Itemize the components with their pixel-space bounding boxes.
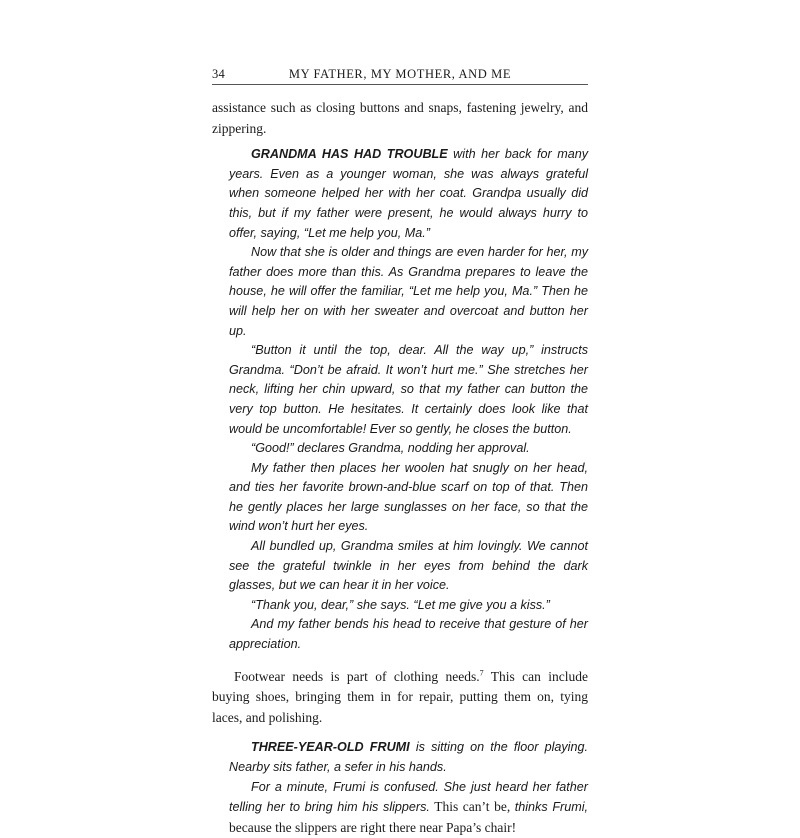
story-lead: THREE-YEAR-OLD FRUMI: [251, 740, 410, 755]
story-paragraph: [229, 778, 588, 838]
story-text-upright: This can’t be,: [429, 799, 515, 815]
running-title: MY FATHER, MY MOTHER, AND ME: [288, 67, 512, 81]
story-paragraph: All bundled up, Grandma smiles at him lovingly. We cannot see the grateful twinkle in her eyes from behind the dark glasses, but we can hear it in her voice.: [229, 539, 588, 593]
story-paragraph: “Thank you, dear,” she says. “Let me give you a kiss.”: [251, 597, 550, 612]
story-frumi: [212, 738, 588, 838]
body-paragraph: [212, 667, 588, 729]
story-paragraph: My father then places her woolen hat snugly on her head, and ties her favorite brown-and-blue scarf on top of that. Then he gently places her large sunglasses on her face, so that the wind won’t hurt her eyes.: [229, 460, 588, 534]
story-lead: GRANDMA HAS HAD TROUBLE: [251, 147, 448, 162]
story-paragraph: “Button it until the top, dear. All the way up,” instructs Grandma. “Don’t be afraid. It won’t hurt me.” She stretches her neck, lifting her chin upward, so that my father can button the very top button. He hesitates. It certainly does look like that would be uncomfortable! Ever so gently, he closes the button.: [229, 343, 588, 436]
story-grandma: [212, 145, 588, 654]
story-text: is sitting on the floor playing. Nearby sits father, a sefer in his hands.: [229, 740, 588, 774]
story-paragraph: And my father bends his head to receive that gesture of her appreciation.: [229, 617, 588, 652]
story-text: thinks Frumi,: [514, 800, 588, 815]
page-number: 34: [212, 67, 225, 81]
body-paragraph: assistance such as closing buttons and snaps, fastening jewelry, and zippering.: [212, 100, 588, 136]
story-text-upright: because the slippers are right there near Papa’s chair!: [229, 819, 517, 835]
story-paragraph: Now that she is older and things are even harder for her, my father does more than this. As Grandma prepares to leave the house, he will offer the familiar, “Let me help you, Ma.” Then he will help her on with her sweater and overcoat and button her up.: [229, 245, 588, 338]
story-paragraph: “Good!” declares Grandma, nodding her approval.: [251, 441, 530, 456]
page-body: [212, 98, 588, 838]
story-text: with her back for many years. Even as a younger woman, she was always grateful when someone helped her with her coat. Grandpa usually did this, but if my father were present, he would always hurry to offer, saying, “Let me help you, Ma.”: [229, 147, 589, 240]
body-text: This can include buying shoes, bringing them in for repair, putting them on, tying laces, and polishing.: [212, 668, 588, 725]
body-text: Footwear needs is part of clothing needs.: [234, 668, 480, 684]
story-text: For a minute, Frumi is confused. She just heard her father telling her to bring him his slippers.: [229, 779, 588, 815]
footnote-marker[interactable]: 7: [479, 668, 484, 678]
story-paragraph: [229, 738, 588, 777]
page-header: [212, 66, 588, 85]
story-paragraph: [229, 145, 588, 243]
